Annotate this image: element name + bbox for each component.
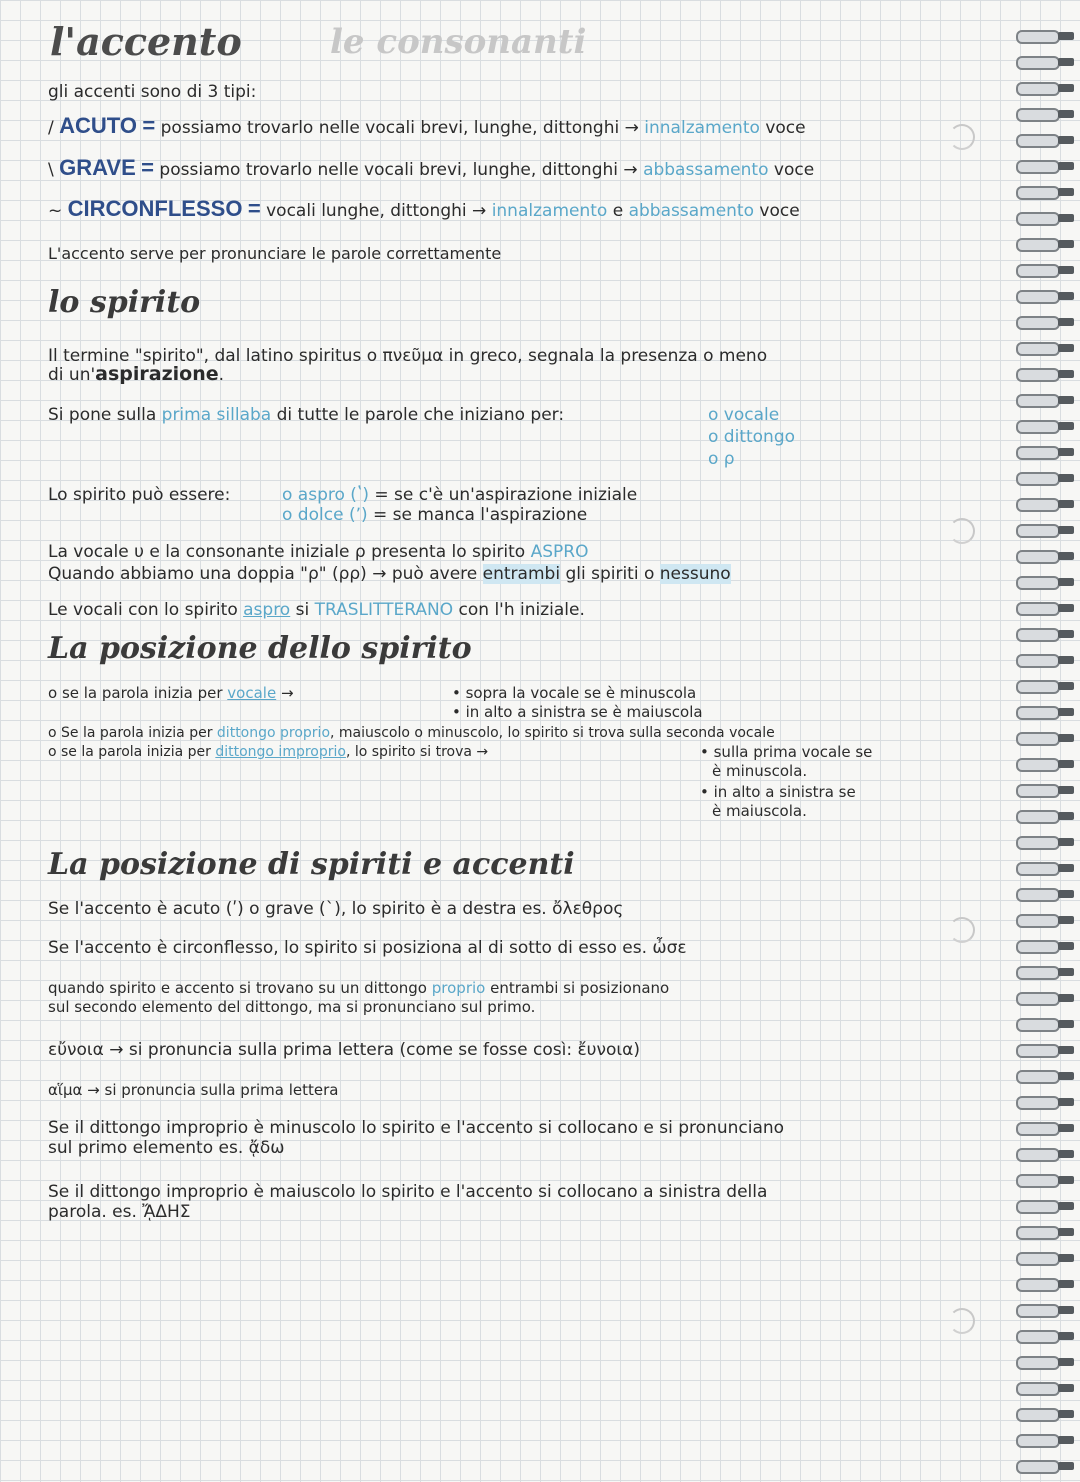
sa-line-9: Se il dittongo improprio è maiuscolo lo spirito e l'accento si collocano a sinistra della bbox=[48, 1182, 768, 1202]
circonflesso-end: voce bbox=[759, 201, 800, 221]
opt-dittongo: o dittongo bbox=[708, 427, 796, 447]
aspro-line bbox=[282, 485, 637, 505]
spiral-ring bbox=[1016, 706, 1074, 718]
spirito-def-aspirazione: aspirazione bbox=[95, 363, 219, 385]
spiral-ring bbox=[1016, 758, 1074, 770]
spiral-ring bbox=[1016, 56, 1074, 68]
spiral-ring bbox=[1016, 784, 1074, 796]
spirito-types-intro: Lo spirito può essere: bbox=[48, 485, 231, 505]
spiral-ring bbox=[1016, 836, 1074, 848]
spiral-ring bbox=[1016, 914, 1074, 926]
punch-hole bbox=[949, 124, 975, 150]
spiral-ring bbox=[1016, 1434, 1074, 1446]
pos-improprio-c: , lo spirito si trova → bbox=[345, 744, 489, 760]
spiral-ring bbox=[1016, 290, 1074, 302]
rule-upsilon-rho bbox=[48, 542, 589, 562]
spiral-ring bbox=[1016, 368, 1074, 380]
title-accento: l'accento bbox=[50, 19, 242, 64]
punch-hole bbox=[949, 917, 975, 943]
acuto-effect: innalzamento bbox=[644, 118, 760, 138]
rule-double-rho-c: gli spiriti o bbox=[565, 564, 655, 584]
spiral-ring bbox=[1016, 134, 1074, 146]
sa-line-8: sul primo elemento es. ᾄδω bbox=[48, 1138, 285, 1158]
spiral-ring bbox=[1016, 810, 1074, 822]
spiral-ring bbox=[1016, 550, 1074, 562]
sa-3b: proprio bbox=[431, 979, 486, 997]
pos-proprio-c: , maiuscolo o minuscolo, lo spirito si trova sulla seconda vocale bbox=[330, 725, 775, 741]
grave-arrow: → bbox=[623, 160, 638, 180]
si-pone-a: Si pone sulla bbox=[48, 405, 157, 425]
si-pone-c: di tutte le parole che iniziano per: bbox=[276, 405, 565, 425]
grave-mark: \ bbox=[48, 160, 54, 180]
rule-upsilon-rho-b: ASPRO bbox=[530, 542, 589, 562]
spiral-ring bbox=[1016, 446, 1074, 458]
sa-line-1: Se l'accento è acuto (ʹ) o grave (ˋ), lo spirito è a destra es. ὄλεθρος bbox=[48, 899, 624, 919]
pos-vocale-c: → bbox=[280, 684, 294, 702]
grave-effect: abbassamento bbox=[643, 160, 769, 180]
spiral-ring bbox=[1016, 602, 1074, 614]
circonflesso-effect2: abbassamento bbox=[628, 201, 755, 221]
aspro-label: o aspro bbox=[282, 485, 345, 505]
spirito-def-2a: di un' bbox=[48, 365, 96, 385]
pos-improprio-e1: • in alto a sinistra se bbox=[700, 783, 856, 801]
pos-vocale-min: • sopra la vocale se è minuscola bbox=[452, 684, 697, 702]
translit-line bbox=[48, 600, 585, 620]
opt-vocale: o vocale bbox=[708, 405, 780, 425]
pos-improprio-e2: è maiuscola. bbox=[712, 802, 807, 820]
spiral-ring bbox=[1016, 342, 1074, 354]
spiral-ring bbox=[1016, 940, 1074, 952]
spiral-ring bbox=[1016, 1460, 1074, 1472]
aspro-sym: (ʽ) bbox=[350, 485, 369, 505]
rule-double-rho bbox=[48, 564, 731, 584]
spiral-ring bbox=[1016, 420, 1074, 432]
spirito-def-2c: . bbox=[218, 365, 225, 385]
acuto-arrow: → bbox=[624, 118, 639, 138]
spirito-def-1: Il termine "spirito", dal latino spiritus o πνεῦμα in greco, segnala la presenza o meno bbox=[48, 346, 768, 366]
sa-3a: quando spirito e accento si trovano su un dittongo bbox=[48, 979, 427, 997]
dolce-def: = se manca l'aspirazione bbox=[373, 505, 588, 525]
spiral-ring bbox=[1016, 1200, 1074, 1212]
spirito-def-2 bbox=[48, 364, 224, 385]
spiral-ring bbox=[1016, 966, 1074, 978]
pos-improprio-d2: è minuscola. bbox=[712, 762, 808, 780]
pos-vocale-b: vocale bbox=[227, 684, 277, 702]
spiral-ring bbox=[1016, 160, 1074, 172]
pos-improprio-a: o se la parola inizia per bbox=[48, 744, 211, 760]
acuto-label: ACUTO bbox=[59, 113, 137, 138]
grave-label: GRAVE bbox=[59, 155, 136, 180]
title-spirito: lo spirito bbox=[48, 285, 201, 320]
spiral-ring bbox=[1016, 1096, 1074, 1108]
spiral-ring bbox=[1016, 238, 1074, 250]
spiral-ring bbox=[1016, 732, 1074, 744]
rule-upsilon-rho-a: La vocale υ e la consonante iniziale ρ presenta lo spirito bbox=[48, 542, 526, 562]
spiral-ring bbox=[1016, 212, 1074, 224]
spiral-ring bbox=[1016, 82, 1074, 94]
circonflesso-mark: ~ bbox=[48, 201, 63, 221]
dolce-sym: (ʼ) bbox=[348, 505, 368, 525]
spiral-ring bbox=[1016, 524, 1074, 536]
punch-hole bbox=[949, 1308, 975, 1334]
spiral-ring bbox=[1016, 1252, 1074, 1264]
intro-text: gli accenti sono di 3 tipi: bbox=[48, 82, 257, 102]
dolce-label: o dolce bbox=[282, 505, 344, 525]
circonflesso-effect1: innalzamento bbox=[491, 201, 608, 221]
grave-text: possiamo trovarlo nelle vocali brevi, lunghe, dittonghi bbox=[159, 160, 618, 180]
punch-hole bbox=[949, 518, 975, 544]
spiral-ring bbox=[1016, 1174, 1074, 1186]
pos-proprio-line bbox=[48, 723, 775, 743]
spiral-ring bbox=[1016, 1408, 1074, 1420]
sa-line-7: Se il dittongo improprio è minuscolo lo spirito e l'accento si collocano e si pronunciano bbox=[48, 1118, 785, 1138]
circonflesso-line bbox=[48, 196, 800, 221]
title-posizione: La posizione dello spirito bbox=[48, 631, 472, 666]
circonflesso-arrow: → bbox=[472, 201, 487, 221]
spiral-ring bbox=[1016, 264, 1074, 276]
si-pone-b: prima sillaba bbox=[161, 405, 272, 425]
pos-vocale-a: o se la parola inizia per bbox=[48, 684, 223, 702]
faded-title: le consonanti bbox=[330, 22, 587, 62]
sa-3c: entrambi si posizionano bbox=[490, 979, 670, 997]
circonflesso-conj: e bbox=[612, 201, 624, 221]
sa-line-2: Se l'accento è circonflesso, lo spirito si posiziona al di sotto di esso es. ὦσε bbox=[48, 938, 687, 958]
spiral-ring bbox=[1016, 1122, 1074, 1134]
circonflesso-eq: = bbox=[247, 196, 261, 221]
spiral-ring bbox=[1016, 992, 1074, 1004]
spiral-ring bbox=[1016, 862, 1074, 874]
spiral-ring bbox=[1016, 1304, 1074, 1316]
spiral-ring bbox=[1016, 1382, 1074, 1394]
pos-improprio-b: dittongo improprio bbox=[215, 744, 346, 760]
acuto-mark: / bbox=[48, 118, 54, 138]
circonflesso-label: CIRCONFLESSO bbox=[67, 196, 243, 221]
translit-a: Le vocali con lo spirito bbox=[48, 600, 238, 620]
translit-e: con l'h iniziale. bbox=[458, 600, 585, 620]
aspro-def: = se c'è un'aspirazione iniziale bbox=[374, 485, 638, 505]
sa-line-6: αἵμα → si pronuncia sulla prima lettera bbox=[48, 1081, 339, 1099]
dolce-line bbox=[282, 505, 587, 525]
spiral-ring bbox=[1016, 576, 1074, 588]
spiral-ring bbox=[1016, 628, 1074, 640]
acuto-line bbox=[48, 113, 806, 138]
grave-line bbox=[48, 155, 815, 180]
sa-line-10: parola. es. ᾌΔΗΣ bbox=[48, 1202, 191, 1222]
spiral-ring bbox=[1016, 498, 1074, 510]
spiral-ring bbox=[1016, 108, 1074, 120]
acuto-text: possiamo trovarlo nelle vocali brevi, lunghe, dittonghi bbox=[160, 118, 620, 138]
grave-end: voce bbox=[773, 160, 815, 180]
spiral-ring bbox=[1016, 30, 1074, 42]
spiral-ring bbox=[1016, 1278, 1074, 1290]
sa-line-4: sul secondo elemento del dittongo, ma si pronunciano sul primo. bbox=[48, 998, 536, 1016]
rule-double-rho-d: nessuno bbox=[659, 564, 731, 584]
sa-line-3 bbox=[48, 978, 669, 998]
spiral-ring bbox=[1016, 186, 1074, 198]
spiral-ring bbox=[1016, 472, 1074, 484]
spiral-ring bbox=[1016, 888, 1074, 900]
translit-c: si bbox=[295, 600, 310, 620]
si-pone-line bbox=[48, 405, 564, 425]
pos-vocale-mai: • in alto a sinistra se è maiuscola bbox=[452, 703, 703, 721]
spiral-ring bbox=[1016, 1070, 1074, 1082]
spiral-ring bbox=[1016, 1330, 1074, 1342]
spiral-binding bbox=[1010, 0, 1080, 1482]
pos-improprio-line bbox=[48, 742, 488, 762]
spiral-ring bbox=[1016, 1018, 1074, 1030]
acuto-end: voce bbox=[765, 118, 806, 138]
rule-double-rho-b: entrambi bbox=[482, 564, 561, 584]
title-spiriti-accenti: La posizione di spiriti e accenti bbox=[48, 847, 575, 882]
opt-rho: o ρ bbox=[708, 449, 735, 469]
pos-proprio-b: dittongo proprio bbox=[216, 725, 331, 741]
grave-eq: = bbox=[141, 155, 155, 180]
spiral-ring bbox=[1016, 1148, 1074, 1160]
sa-line-5: εὔνοια → si pronuncia sulla prima lettera (come se fosse così: ἔυνοια) bbox=[48, 1040, 640, 1060]
spiral-ring bbox=[1016, 1356, 1074, 1368]
spiral-ring bbox=[1016, 1226, 1074, 1238]
pos-improprio-d1: • sulla prima vocale se bbox=[700, 743, 873, 761]
circonflesso-text: vocali lunghe, dittonghi bbox=[266, 201, 467, 221]
translit-b: aspro bbox=[243, 600, 291, 620]
rule-double-rho-a: Quando abbiamo una doppia "ρ" (ρρ) → può avere bbox=[48, 564, 478, 584]
acuto-eq: = bbox=[142, 113, 156, 138]
pos-vocale-line bbox=[48, 683, 294, 703]
spiral-ring bbox=[1016, 654, 1074, 666]
spiral-ring bbox=[1016, 1044, 1074, 1056]
spiral-ring bbox=[1016, 680, 1074, 692]
spiral-ring bbox=[1016, 394, 1074, 406]
pos-proprio-a: o Se la parola inizia per bbox=[48, 725, 213, 741]
translit-d: TRASLITTERANO bbox=[314, 600, 454, 620]
accento-use: L'accento serve per pronunciare le parole correttamente bbox=[48, 244, 502, 263]
spiral-ring bbox=[1016, 316, 1074, 328]
